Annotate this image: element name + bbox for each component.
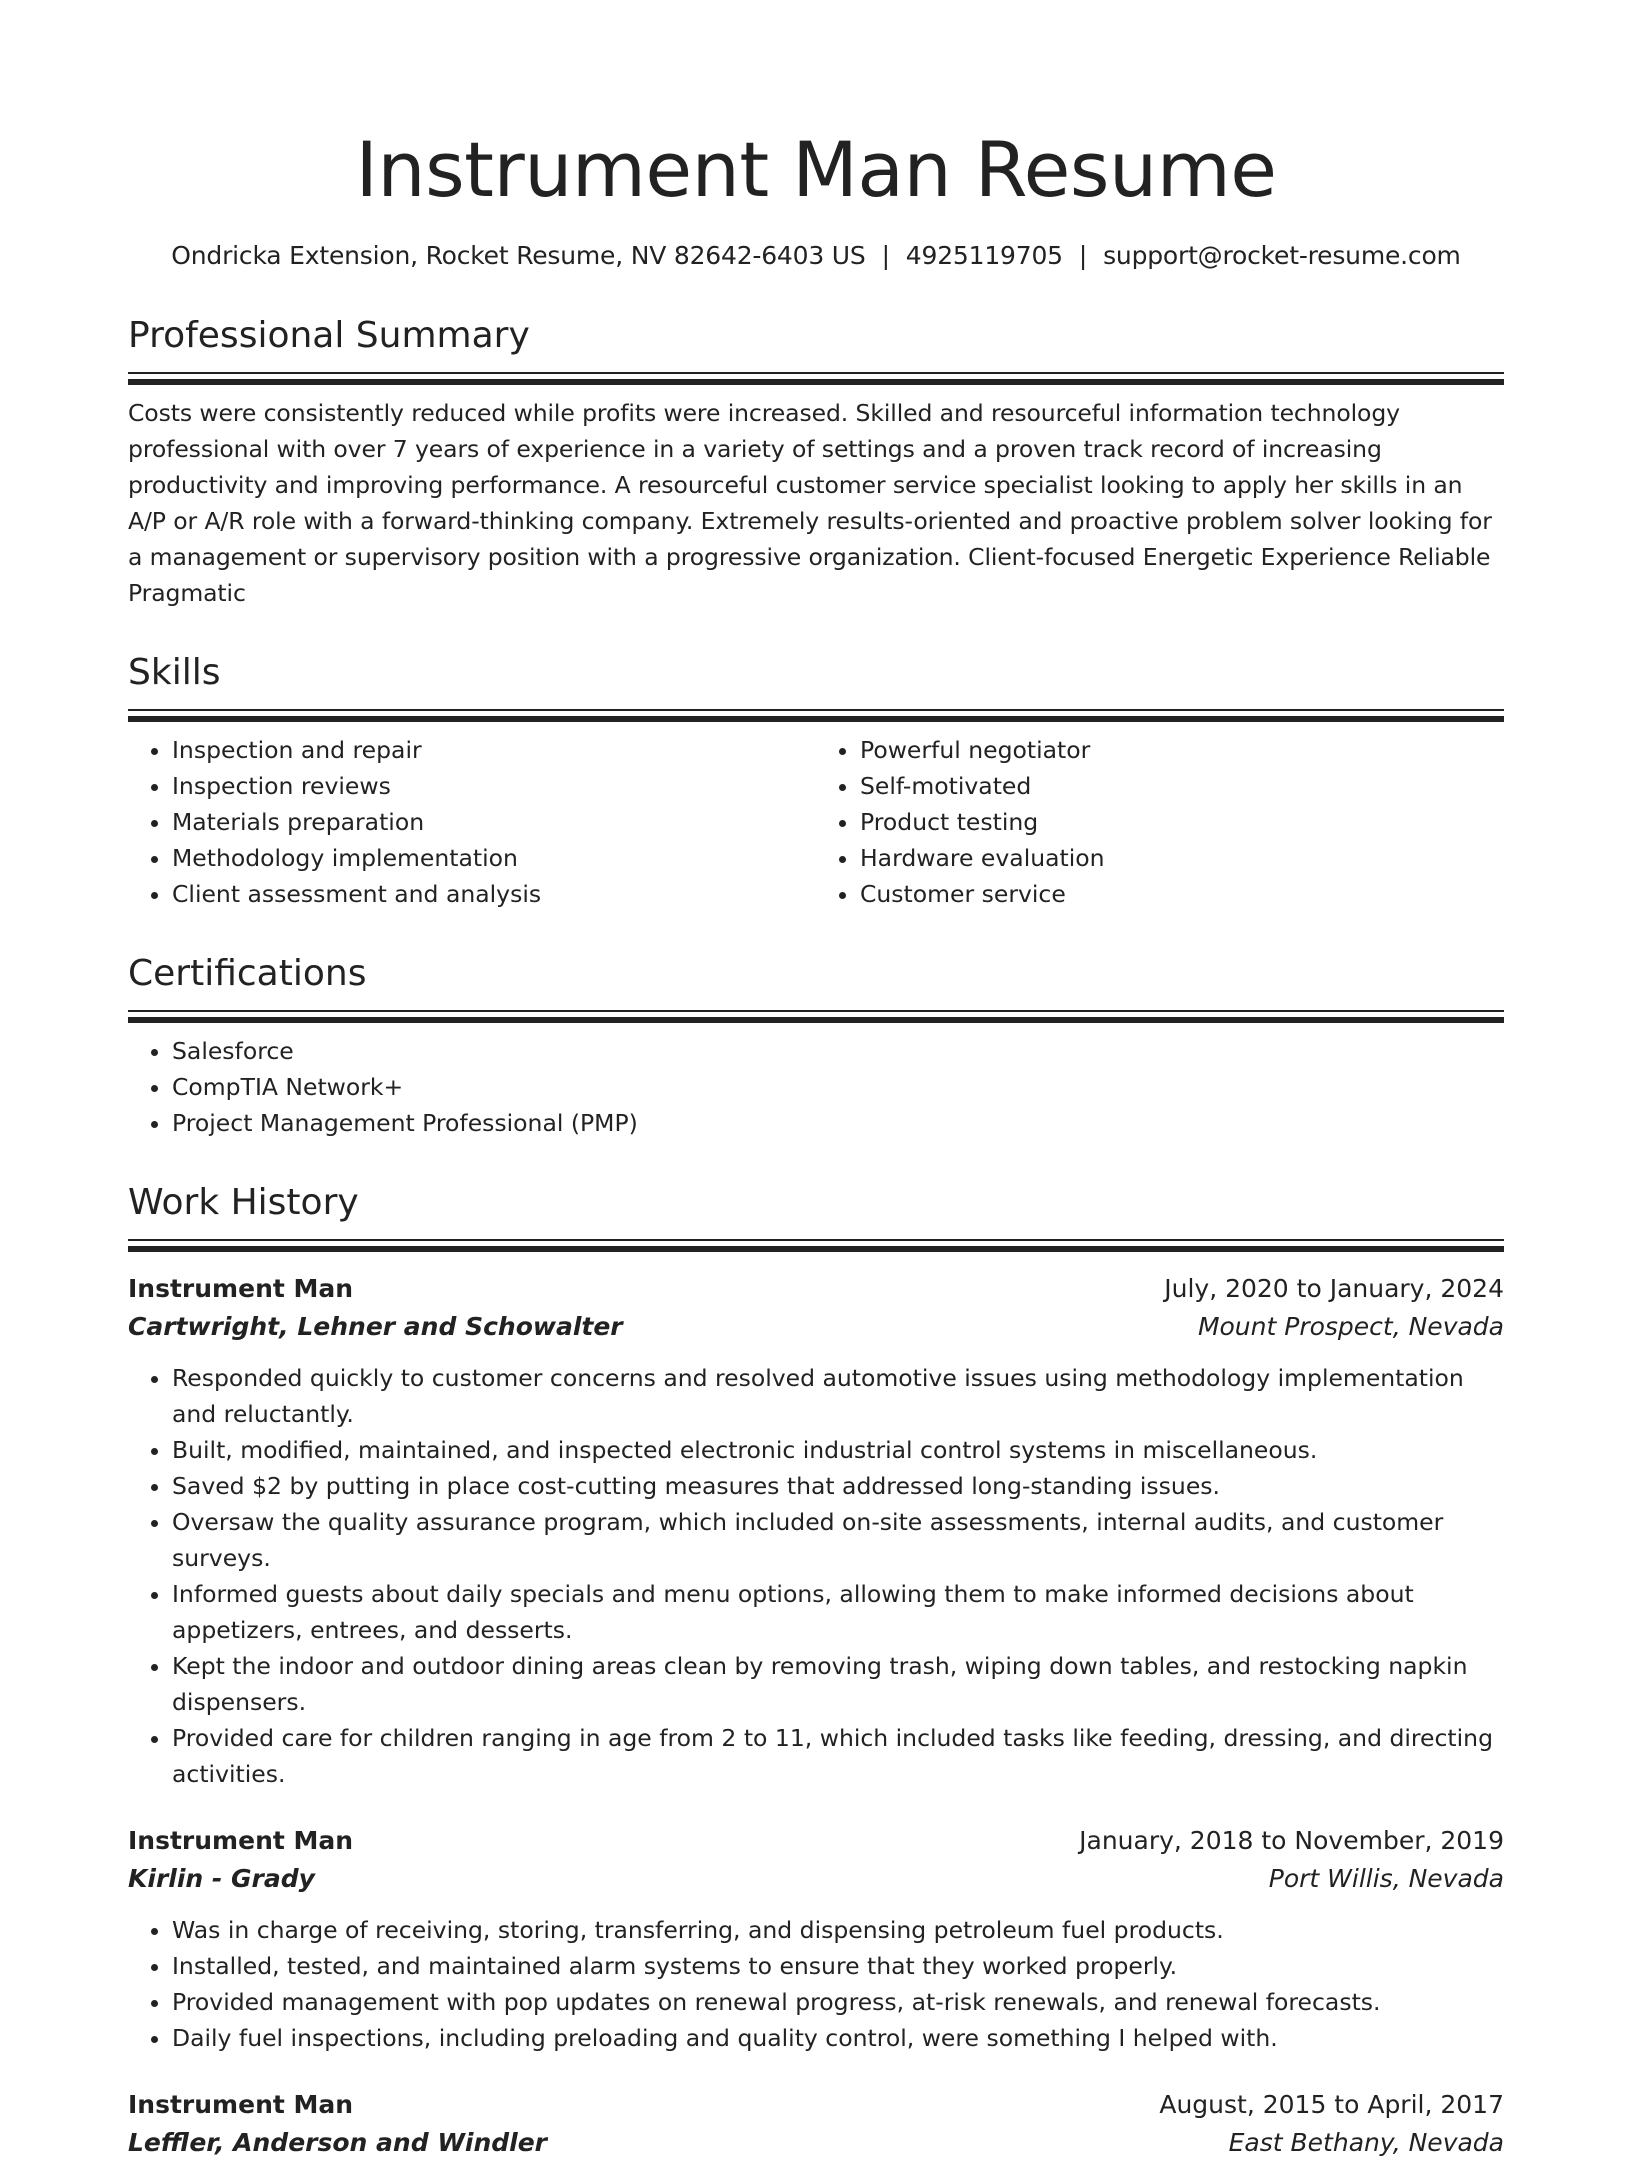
skill-item: • Materials preparation bbox=[172, 804, 816, 840]
contact-line bbox=[128, 238, 1504, 274]
job-bullet: • Provided management with pop updates on renewal progress, at-risk renewals, and renewal forecasts. bbox=[172, 1984, 1504, 2020]
contact-address: Ondricka Extension, Rocket Resume, NV 82642-6403 US bbox=[171, 241, 866, 270]
skill-item: • Self-motivated bbox=[860, 768, 1504, 804]
job-header bbox=[128, 1270, 1504, 1308]
skill-item: • Customer service bbox=[860, 876, 1504, 912]
section-divider bbox=[128, 1239, 1504, 1252]
job-bullet: • Built, modified, maintained, and inspected electronic industrial control systems in miscellaneous. bbox=[172, 1432, 1504, 1468]
skills-columns bbox=[128, 722, 1504, 912]
job-dates: July, 2020 to January, 2024 bbox=[1164, 1274, 1504, 1303]
job-bullet: • Responded quickly to customer concerns and resolved automotive issues using methodology implementation and reluctantly. bbox=[172, 1360, 1504, 1432]
skills-list-right bbox=[816, 732, 1504, 912]
job-bullet: • Saved $2 by putting in place cost-cutting measures that addressed long-standing issues. bbox=[172, 1468, 1504, 1504]
resume-title: Instrument Man Resume bbox=[355, 125, 1277, 214]
job-location: Mount Prospect, Nevada bbox=[1197, 1312, 1504, 1341]
certification-item: • CompTIA Network+ bbox=[172, 1069, 1504, 1105]
summary-section bbox=[128, 312, 1504, 611]
job-bullets bbox=[128, 1360, 1504, 1792]
job-bullet: • Was in charge of receiving, storing, transferring, and dispensing petroleum fuel products. bbox=[172, 1912, 1504, 1948]
job-bullet: • Oversaw the quality assurance program, which included on-site assessments, internal audits, and customer surveys. bbox=[172, 1504, 1504, 1576]
skill-item: • Inspection and repair bbox=[172, 732, 816, 768]
section-divider bbox=[128, 372, 1504, 385]
job-header bbox=[128, 1822, 1504, 1860]
skills-section bbox=[128, 649, 1504, 912]
contact-email[interactable]: support@rocket-resume.com bbox=[1103, 241, 1461, 270]
job-subheader bbox=[128, 1860, 1504, 1898]
section-title: Skills bbox=[128, 652, 221, 693]
job-dates: August, 2015 to April, 2017 bbox=[1159, 2090, 1504, 2119]
section-divider bbox=[128, 709, 1504, 722]
job-company: Cartwright, Lehner and Schowalter bbox=[128, 1312, 623, 1341]
job-location: East Bethany, Nevada bbox=[1228, 2128, 1504, 2157]
skill-item: • Client assessment and analysis bbox=[172, 876, 816, 912]
job-location: Port Willis, Nevada bbox=[1268, 1864, 1504, 1893]
job-bullet: • Installed, tested, and maintained alarm systems to ensure that they worked properly. bbox=[172, 1948, 1504, 1984]
resume-content bbox=[128, 118, 1504, 2162]
job-company: Kirlin - Grady bbox=[128, 1864, 315, 1893]
section-title: Certifications bbox=[128, 953, 367, 994]
job-bullet: • Informed guests about daily specials and menu options, allowing them to make informed decisions about appetizers, entrees, and desserts. bbox=[172, 1576, 1504, 1648]
contact-phone: 4925119705 bbox=[905, 241, 1063, 270]
job-bullet: • Provided care for children ranging in age from 2 to 11, which included tasks like feeding, dressing, and directing activities. bbox=[172, 1720, 1504, 1792]
job-title: Instrument Man bbox=[128, 1826, 354, 1855]
job-subheader bbox=[128, 1308, 1504, 1346]
certification-item: • Salesforce bbox=[172, 1033, 1504, 1069]
job-subheader bbox=[128, 2124, 1504, 2162]
skill-item: • Hardware evaluation bbox=[860, 840, 1504, 876]
contact-separator: | bbox=[881, 241, 890, 270]
summary-text: Costs were consistently reduced while profits were increased. Skilled and resourceful information technology professional with over 7 years of experience in a variety of settings and a proven track record of increasing productivity and improving performance. A resourceful customer service specialist looking to apply her skills in an A/P or A/R role with a forward-thinking company. Extremely results-oriented and proactive problem solver looking for a management or supervisory position with a progressive organization. Client-focused Energetic Experience Reliable Pragmatic bbox=[128, 399, 1492, 607]
job-company: Leffler, Anderson and Windler bbox=[128, 2128, 548, 2157]
job-bullet: • Daily fuel inspections, including preloading and quality control, were something I helped with. bbox=[172, 2020, 1504, 2056]
job-header bbox=[128, 2086, 1504, 2124]
certification-item: • Project Management Professional (PMP) bbox=[172, 1105, 1504, 1141]
contact-separator: | bbox=[1078, 241, 1088, 270]
certifications-section bbox=[128, 950, 1504, 1141]
job-entry bbox=[128, 1270, 1504, 1792]
job-dates: January, 2018 to November, 2019 bbox=[1079, 1826, 1504, 1855]
job-entry bbox=[128, 1822, 1504, 2056]
skill-item: • Inspection reviews bbox=[172, 768, 816, 804]
certifications-list bbox=[128, 1033, 1504, 1141]
section-divider bbox=[128, 1010, 1504, 1023]
job-title: Instrument Man bbox=[128, 2090, 354, 2119]
work-history-section bbox=[128, 1179, 1504, 2162]
skill-item: • Powerful negotiator bbox=[860, 732, 1504, 768]
skill-item: • Product testing bbox=[860, 804, 1504, 840]
skill-item: • Methodology implementation bbox=[172, 840, 816, 876]
job-bullet: • Kept the indoor and outdoor dining areas clean by removing trash, wiping down tables, and restocking napkin dispensers. bbox=[172, 1648, 1504, 1720]
job-bullets bbox=[128, 1912, 1504, 2056]
job-title: Instrument Man bbox=[128, 1274, 354, 1303]
skills-list-left bbox=[128, 732, 816, 912]
section-title: Professional Summary bbox=[128, 315, 530, 356]
section-title: Work History bbox=[128, 1182, 359, 1223]
job-entry bbox=[128, 2086, 1504, 2162]
